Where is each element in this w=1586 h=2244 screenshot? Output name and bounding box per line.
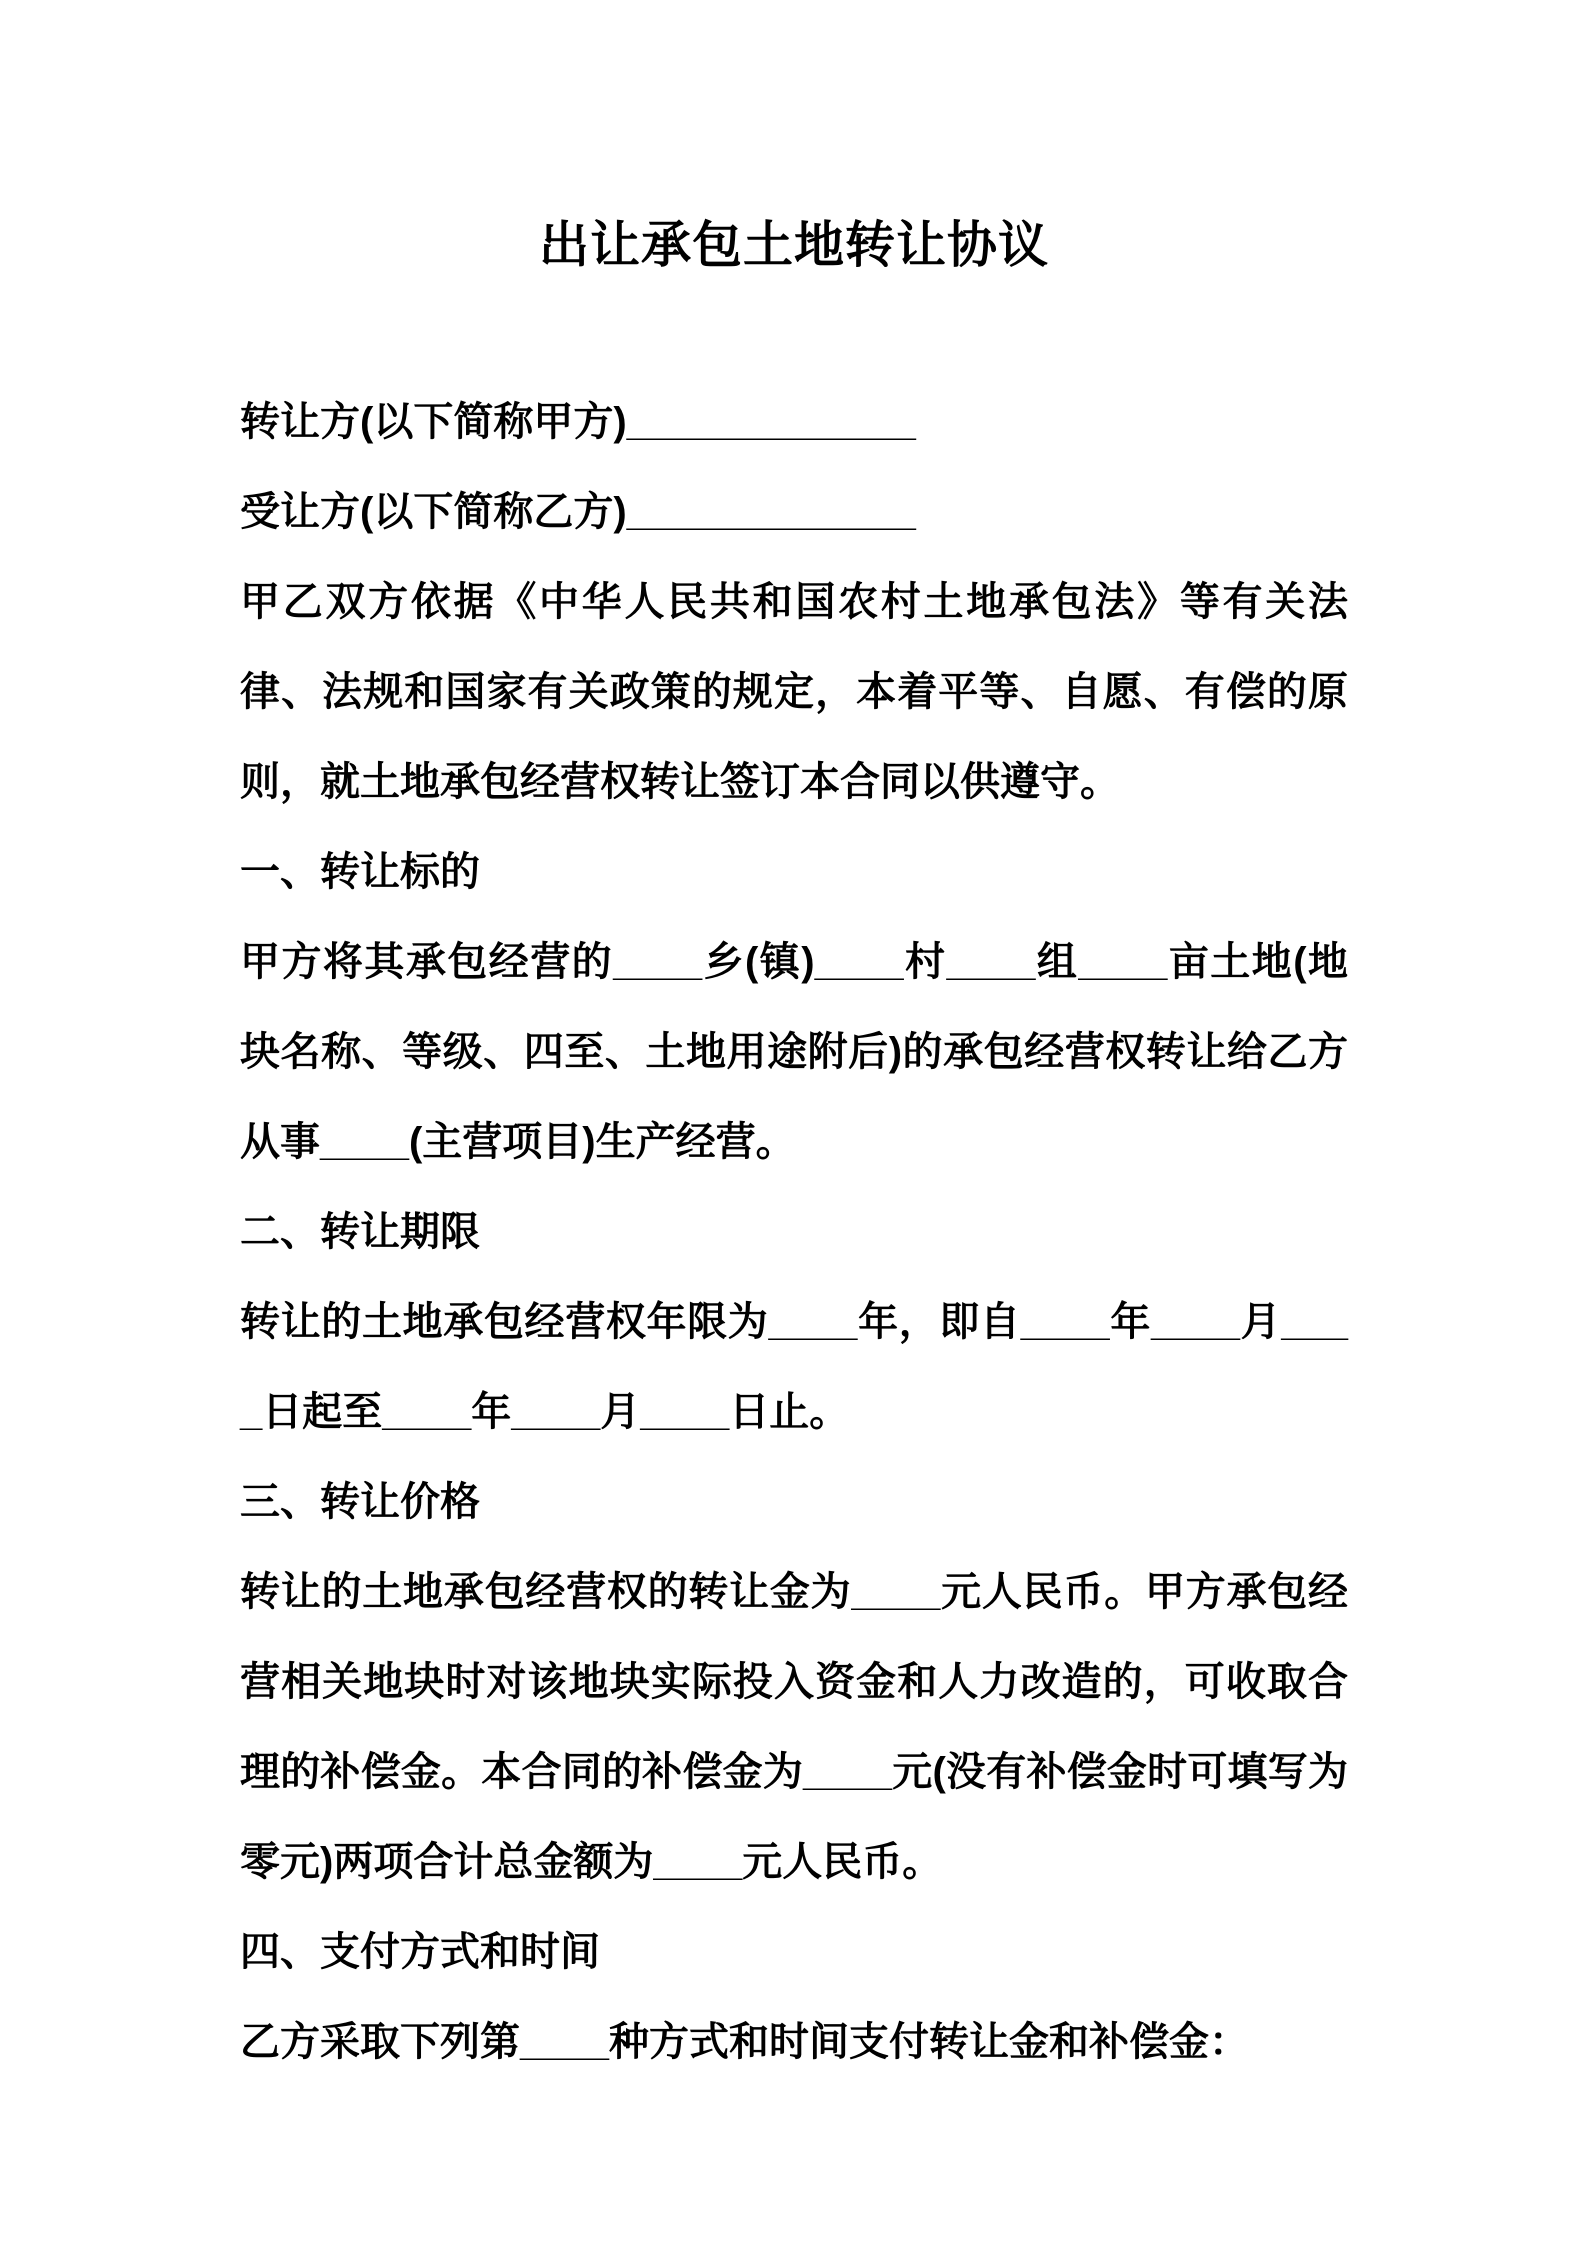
section-2-paragraph: 转让的土地承包经营权年限为____年，即自____年____月____日起至____年____月____日止。 [240, 1300, 1348, 1434]
section-3-heading: 三、转让价格 [240, 1480, 480, 1524]
party-a-line: 转让方(以下简称甲方)_____________ [240, 400, 916, 444]
party-b-line: 受让方(以下简称乙方)_____________ [240, 490, 916, 534]
section-1-heading: 一、转让标的 [240, 850, 480, 894]
section-2-heading: 二、转让期限 [240, 1210, 480, 1254]
section-4-heading: 四、支付方式和时间 [240, 1930, 600, 1974]
preamble-paragraph: 甲乙双方依据《中华人民共和国农村土地承包法》等有关法律、法规和国家有关政策的规定，本着平等、自愿、有偿的原则，就土地承包经营权转让签订本合同以供遵守。 [240, 580, 1348, 804]
section-1-paragraph: 甲方将其承包经营的____乡(镇)____村____组____亩土地(地块名称、等级、四至、土地用途附后)的承包经营权转让给乙方从事____(主营项目)生产经营。 [240, 940, 1348, 1164]
section-4-paragraph: 乙方采取下列第____种方式和时间支付转让金和补偿金： [240, 2020, 1249, 2064]
document-title: 出让承包土地转让协议 [539, 217, 1049, 273]
document-body [240, 377, 1348, 2087]
section-3-paragraph: 转让的土地承包经营权的转让金为____元人民币。甲方承包经营相关地块时对该地块实际投入资金和人力改造的，可收取合理的补偿金。本合同的补偿金为____元(没有补偿金时可填写为零元)两项合计总金额为____元人民币。 [240, 1570, 1348, 1884]
